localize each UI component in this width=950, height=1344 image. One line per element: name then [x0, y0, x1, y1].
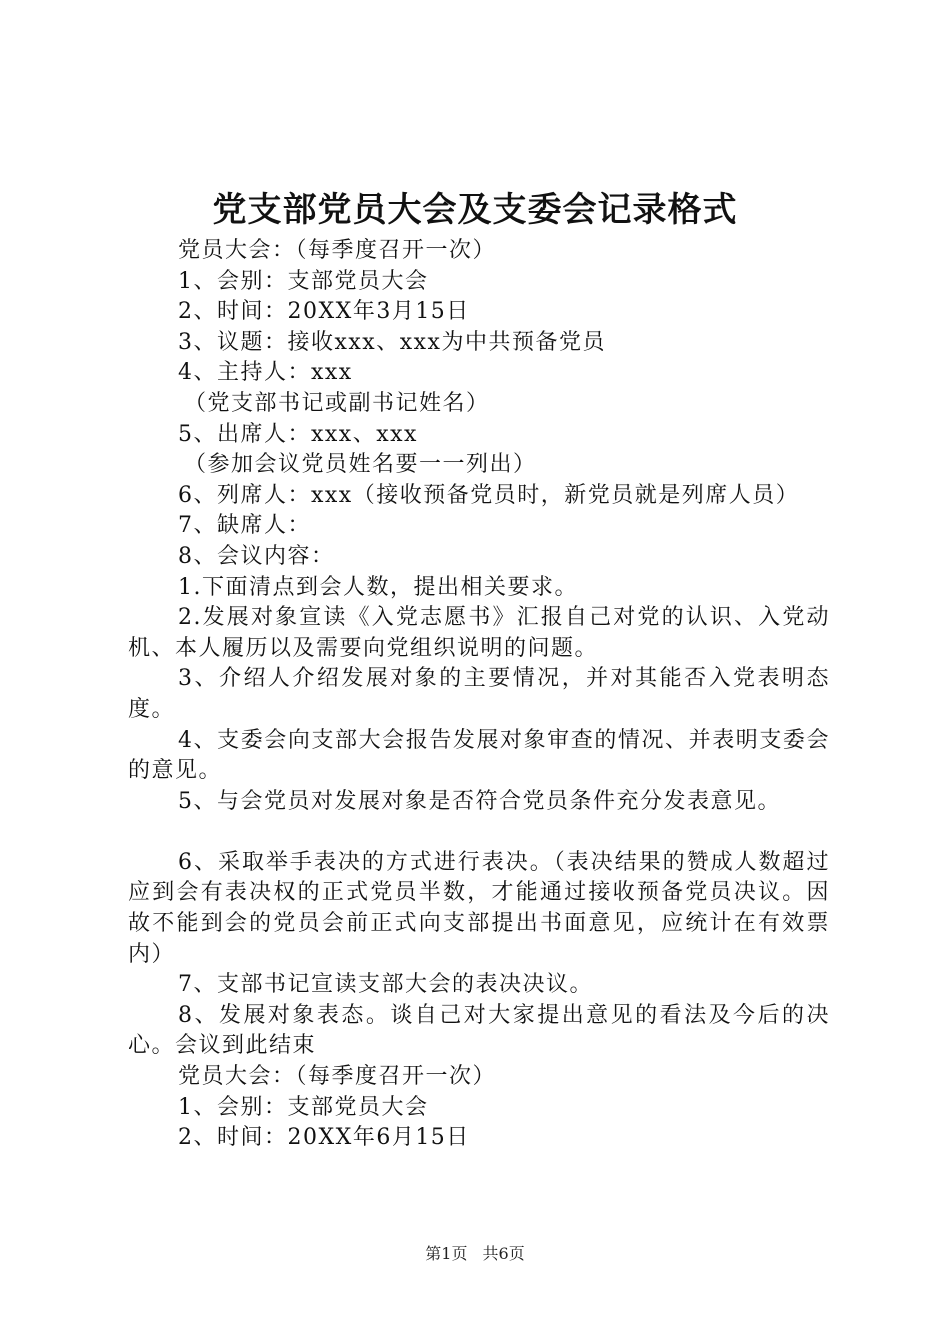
paragraph: 1、会别：支部党员大会 — [178, 1094, 429, 1120]
paragraph-spacer — [128, 817, 830, 848]
paragraph: 4、支委会向支部大会报告发展对象审查的情况、并表明支委会的意见。 — [128, 727, 830, 784]
paragraph: 7、支部书记宣读支部大会的表决决议。 — [178, 972, 593, 998]
paragraph: 5、与会党员对发展对象是否符合党员条件充分发表意见。 — [178, 788, 781, 814]
paragraph: 1、会别：支部党员大会 — [178, 268, 429, 294]
paragraph: 8、会议内容： — [178, 543, 335, 569]
paragraph: 5、出席人：xxx、xxx — [178, 421, 418, 447]
page-footer — [0, 1243, 950, 1265]
page-number: 第1页 — [425, 1244, 468, 1263]
paragraph: （参加会议党员姓名要一一列出） — [184, 452, 537, 478]
page-count: 共6页 — [482, 1244, 525, 1263]
document-title: 党支部党员大会及支委会记录格式 — [212, 190, 738, 230]
paragraph: 2、时间：20XX年3月15日 — [178, 299, 470, 325]
paragraph: 6、采取举手表决的方式进行表决。（表决结果的赞成人数超过应到会有表决权的正式党员半数，才能通过接收预备党员决议。因故不能到会的党员会前正式向支部提出书面意见，应统计在有效票内） — [128, 849, 830, 967]
paragraph: （党支部书记或副书记姓名） — [184, 390, 490, 416]
paragraph: 2、时间：20XX年6月15日 — [178, 1125, 470, 1151]
paragraph: 6、列席人：xxx（接收预备党员时，新党员就是列席人员） — [178, 482, 800, 508]
paragraph: 4、主持人：xxx — [178, 360, 353, 386]
paragraph: 2.发展对象宣读《入党志愿书》汇报自己对党的认识、入党动机、本人履历以及需要向党组织说明的问题。 — [128, 605, 830, 661]
document-body — [128, 236, 830, 1154]
paragraph: 3、议题：接收xxx、xxx为中共预备党员 — [178, 329, 606, 355]
paragraph: 1.下面清点到会人数，提出相关要求。 — [178, 574, 578, 600]
paragraph: 党员大会：（每季度召开一次） — [178, 238, 497, 263]
paragraph: 党员大会：（每季度召开一次） — [178, 1064, 497, 1090]
paragraph: 3、介绍人介绍发展对象的主要情况，并对其能否入党表明态度。 — [128, 666, 830, 722]
paragraph: 7、缺席人： — [178, 513, 311, 539]
paragraph: 8、发展对象表态。谈自己对大家提出意见的看法及今后的决心。会议到此结束 — [128, 1002, 830, 1059]
